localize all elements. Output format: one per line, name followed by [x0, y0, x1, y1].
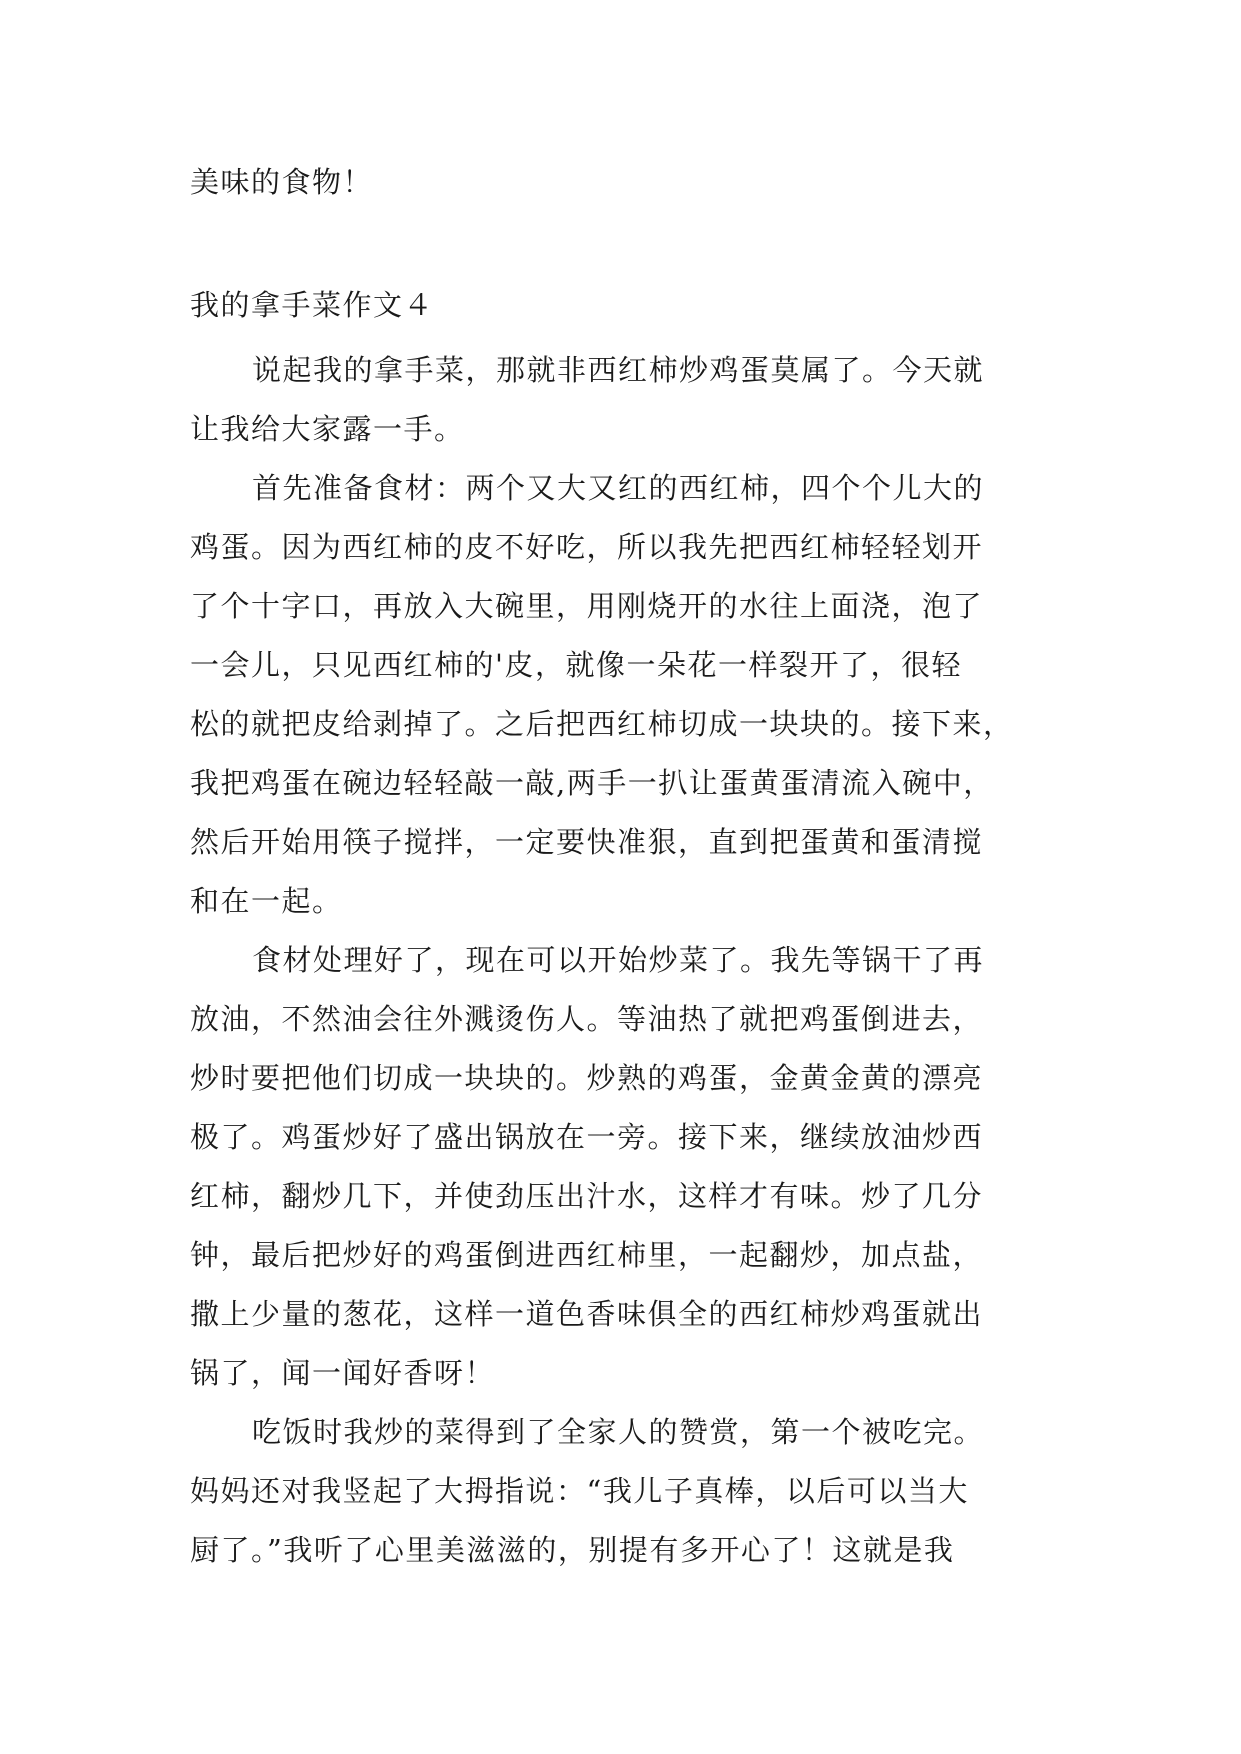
paragraph-line: 放油，不然油会往外溅烫伤人。等油热了就把鸡蛋倒进去，	[190, 1002, 984, 1036]
paragraph-line: 说起我的拿手菜，那就非西红柿炒鸡蛋莫属了。今天就	[252, 353, 985, 387]
paragraph-2	[190, 459, 1065, 931]
paragraph-line: 炒时要把他们切成一块块的。炒熟的鸡蛋，金黄金黄的漂亮	[190, 1061, 984, 1095]
paragraph-line: 首先准备食材：两个又大又红的西红柿，四个个儿大的	[252, 471, 985, 505]
paragraph-line: 锅了，闻一闻好香呀！	[190, 1356, 496, 1390]
paragraph-line: 我把鸡蛋在碗边轻轻敲一敲,两手一扒让蛋黄蛋清流入碗中，	[190, 766, 994, 800]
paragraph-line: 厨了。”我听了心里美滋滋的，别提有多开心了！这就是我	[190, 1533, 955, 1567]
paragraph-line: 然后开始用筷子搅拌，一定要快准狠，直到把蛋黄和蛋清搅	[190, 825, 984, 859]
paragraph-line: 钟，最后把炒好的鸡蛋倒进西红柿里，一起翻炒，加点盐，	[190, 1238, 984, 1272]
paragraph-line: 妈妈还对我竖起了大拇指说：“我儿子真棒，以后可以当大	[190, 1474, 969, 1508]
paragraph-line: 松的就把皮给剥掉了。之后把西红柿切成一块块的。接下来，	[190, 707, 1014, 741]
lead-fragment: 美味的食物！	[190, 165, 374, 199]
paragraph-line: 极了。鸡蛋炒好了盛出锅放在一旁。接下来，继续放油炒西	[190, 1120, 984, 1154]
paragraph-1	[190, 341, 1065, 459]
paragraph-line: 食材处理好了，现在可以开始炒菜了。我先等锅干了再	[252, 943, 985, 977]
essay-heading: 我的拿手菜作文４	[190, 288, 435, 322]
paragraph-line: 鸡蛋。因为西红柿的皮不好吃，所以我先把西红柿轻轻划开	[190, 530, 984, 564]
paragraph-line: 让我给大家露一手。	[190, 412, 465, 446]
paragraph-line: 红柿，翻炒几下，并使劲压出汁水，这样才有味。炒了几分	[190, 1179, 984, 1213]
paragraph-line: 和在一起。	[190, 884, 343, 918]
paragraph-line: 了个十字口，再放入大碗里，用刚烧开的水往上面浇，泡了	[190, 589, 984, 623]
paragraph-3	[190, 931, 1065, 1403]
document-body	[190, 162, 1065, 1580]
paragraph-line: 吃饭时我炒的菜得到了全家人的赞赏，第一个被吃完。	[252, 1415, 985, 1449]
paragraph-4	[190, 1403, 1065, 1580]
paragraph-line: 撒上少量的葱花，这样一道色香味俱全的西红柿炒鸡蛋就出	[190, 1297, 984, 1331]
paragraph-line: 一会儿，只见西红柿的'皮，就像一朵花一样裂开了，很轻	[190, 648, 962, 682]
